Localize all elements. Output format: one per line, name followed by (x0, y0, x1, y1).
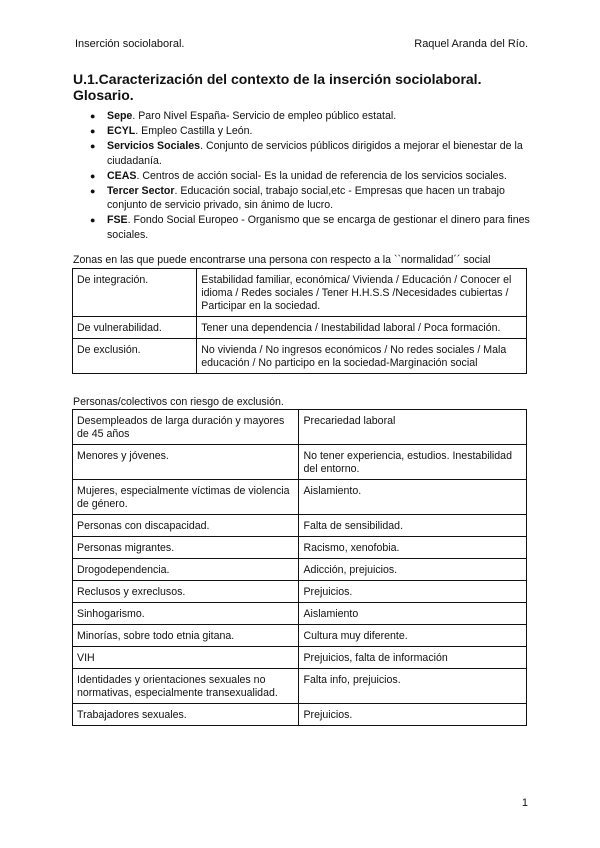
group-cell: Drogodependencia. (73, 559, 299, 581)
risk-table (72, 409, 527, 726)
glossary-item (90, 213, 530, 242)
risk-caption: Personas/colectivos con riesgo de exclusión. (73, 396, 284, 408)
glossary-term: Sepe (107, 110, 133, 122)
zone-cell: De integración. (73, 269, 197, 317)
group-cell: VIH (73, 647, 299, 669)
issue-cell: Prejuicios. (299, 704, 527, 726)
glossary-term: Tercer Sector (107, 184, 175, 197)
table-row (73, 581, 527, 603)
table-row (73, 704, 527, 726)
glossary-item (90, 109, 530, 124)
table-row (73, 480, 527, 515)
zones-table (72, 268, 527, 374)
table-row (73, 445, 527, 480)
bullet-icon: ● (90, 111, 96, 121)
glossary-list (90, 109, 530, 243)
glossary-definition: . Centros de acción social- Es la unidad de referencia de los servicios sociales. (136, 169, 507, 182)
table-row (73, 317, 527, 339)
glossary-term: Servicios Sociales (107, 140, 201, 152)
header-left: Inserción sociolaboral. (75, 38, 185, 50)
group-cell: Sinhogarismo. (73, 603, 299, 625)
group-cell: Mujeres, especialmente víctimas de violencia de género. (73, 480, 299, 515)
table-row (73, 647, 527, 669)
issue-cell: Falta info, prejuicios. (299, 669, 527, 704)
issue-cell: Cultura muy diferente. (299, 625, 527, 647)
group-cell: Trabajadores sexuales. (73, 704, 299, 726)
bullet-icon: ● (90, 141, 96, 151)
group-cell: Desempleados de larga duración y mayores de 45 años (73, 410, 299, 445)
issue-cell: Precariedad laboral (299, 410, 527, 445)
glossary-item (90, 169, 530, 184)
bullet-icon: ● (90, 185, 96, 196)
glossary-definition: . Empleo Castilla y León. (135, 125, 253, 137)
table-row (73, 559, 527, 581)
issue-cell: Prejuicios. (299, 581, 527, 603)
table-row (73, 515, 527, 537)
bullet-icon: ● (90, 215, 96, 225)
group-cell: Minorías, sobre todo etnia gitana. (73, 625, 299, 647)
issue-cell: Adicción, prejuicios. (299, 559, 527, 581)
table-row (73, 339, 527, 374)
bullet-icon: ● (90, 170, 96, 181)
table-row (73, 603, 527, 625)
issue-cell: No tener experiencia, estudios. Inestabilidad del entorno. (299, 445, 527, 480)
table-row (73, 669, 527, 704)
group-cell: Personas con discapacidad. (73, 515, 299, 537)
glossary-definition: . Educación social, trabajo social,etc - Empresas que hacen un trabajo conjunto de servicio privado, sin ánimo de lucro. (107, 184, 505, 211)
page-title (73, 71, 543, 103)
zones-caption: Zonas en las que puede encontrarse una persona con respecto a la ``normalidad´´ social (73, 254, 491, 266)
zone-cell: De vulnerabilidad. (73, 317, 197, 339)
glossary-item (90, 139, 530, 168)
zone-desc-cell: Tener una dependencia / Inestabilidad laboral / Poca formación. (197, 317, 527, 339)
glossary-item (90, 184, 530, 213)
issue-cell: Racismo, xenofobia. (299, 537, 527, 559)
issue-cell: Aislamiento (299, 603, 527, 625)
glossary-definition: . Fondo Social Europeo - Organismo que se encarga de gestionar el dinero para fines sociales. (107, 214, 530, 241)
group-cell: Reclusos y exreclusos. (73, 581, 299, 603)
title-line-1: U.1.Caracterización del contexto de la inserción sociolaboral. (73, 71, 482, 87)
zone-desc-cell: Estabilidad familiar, económica/ Vivienda / Educación / Conocer el idioma / Redes sociales / Tener H.H.S.S /Necesidades cubiertas / Participar en la sociedad. (197, 269, 527, 317)
group-cell: Personas migrantes. (73, 537, 299, 559)
zone-desc-cell: No vivienda / No ingresos económicos / No redes sociales / Mala educación / No participo en la sociedad-Marginación social (197, 339, 527, 374)
group-cell: Menores y jóvenes. (73, 445, 299, 480)
glossary-term: CEAS (107, 169, 137, 182)
header-right: Raquel Aranda del Río. (414, 38, 528, 50)
title-line-2: Glosario. (73, 87, 134, 103)
table-row (73, 410, 527, 445)
table-row (73, 625, 527, 647)
issue-cell: Falta de sensibilidad. (299, 515, 527, 537)
group-cell: Identidades y orientaciones sexuales no normativas, especialmente transexualidad. (73, 669, 299, 704)
issue-cell: Prejuicios, falta de información (299, 647, 527, 669)
glossary-term: ECYL (107, 125, 136, 137)
glossary-term: FSE (107, 214, 128, 226)
zone-cell: De exclusión. (73, 339, 197, 374)
glossary-definition: . Conjunto de servicios públicos dirigidos a mejorar el bienestar de la ciudadanía. (107, 140, 523, 167)
page-number: 1 (521, 797, 528, 809)
glossary-definition: . Paro Nivel España- Servicio de empleo público estatal. (132, 110, 397, 122)
glossary-item (90, 124, 530, 139)
issue-cell: Aislamiento. (299, 480, 527, 515)
bullet-icon: ● (90, 126, 96, 136)
table-row (73, 269, 527, 317)
table-row (73, 537, 527, 559)
